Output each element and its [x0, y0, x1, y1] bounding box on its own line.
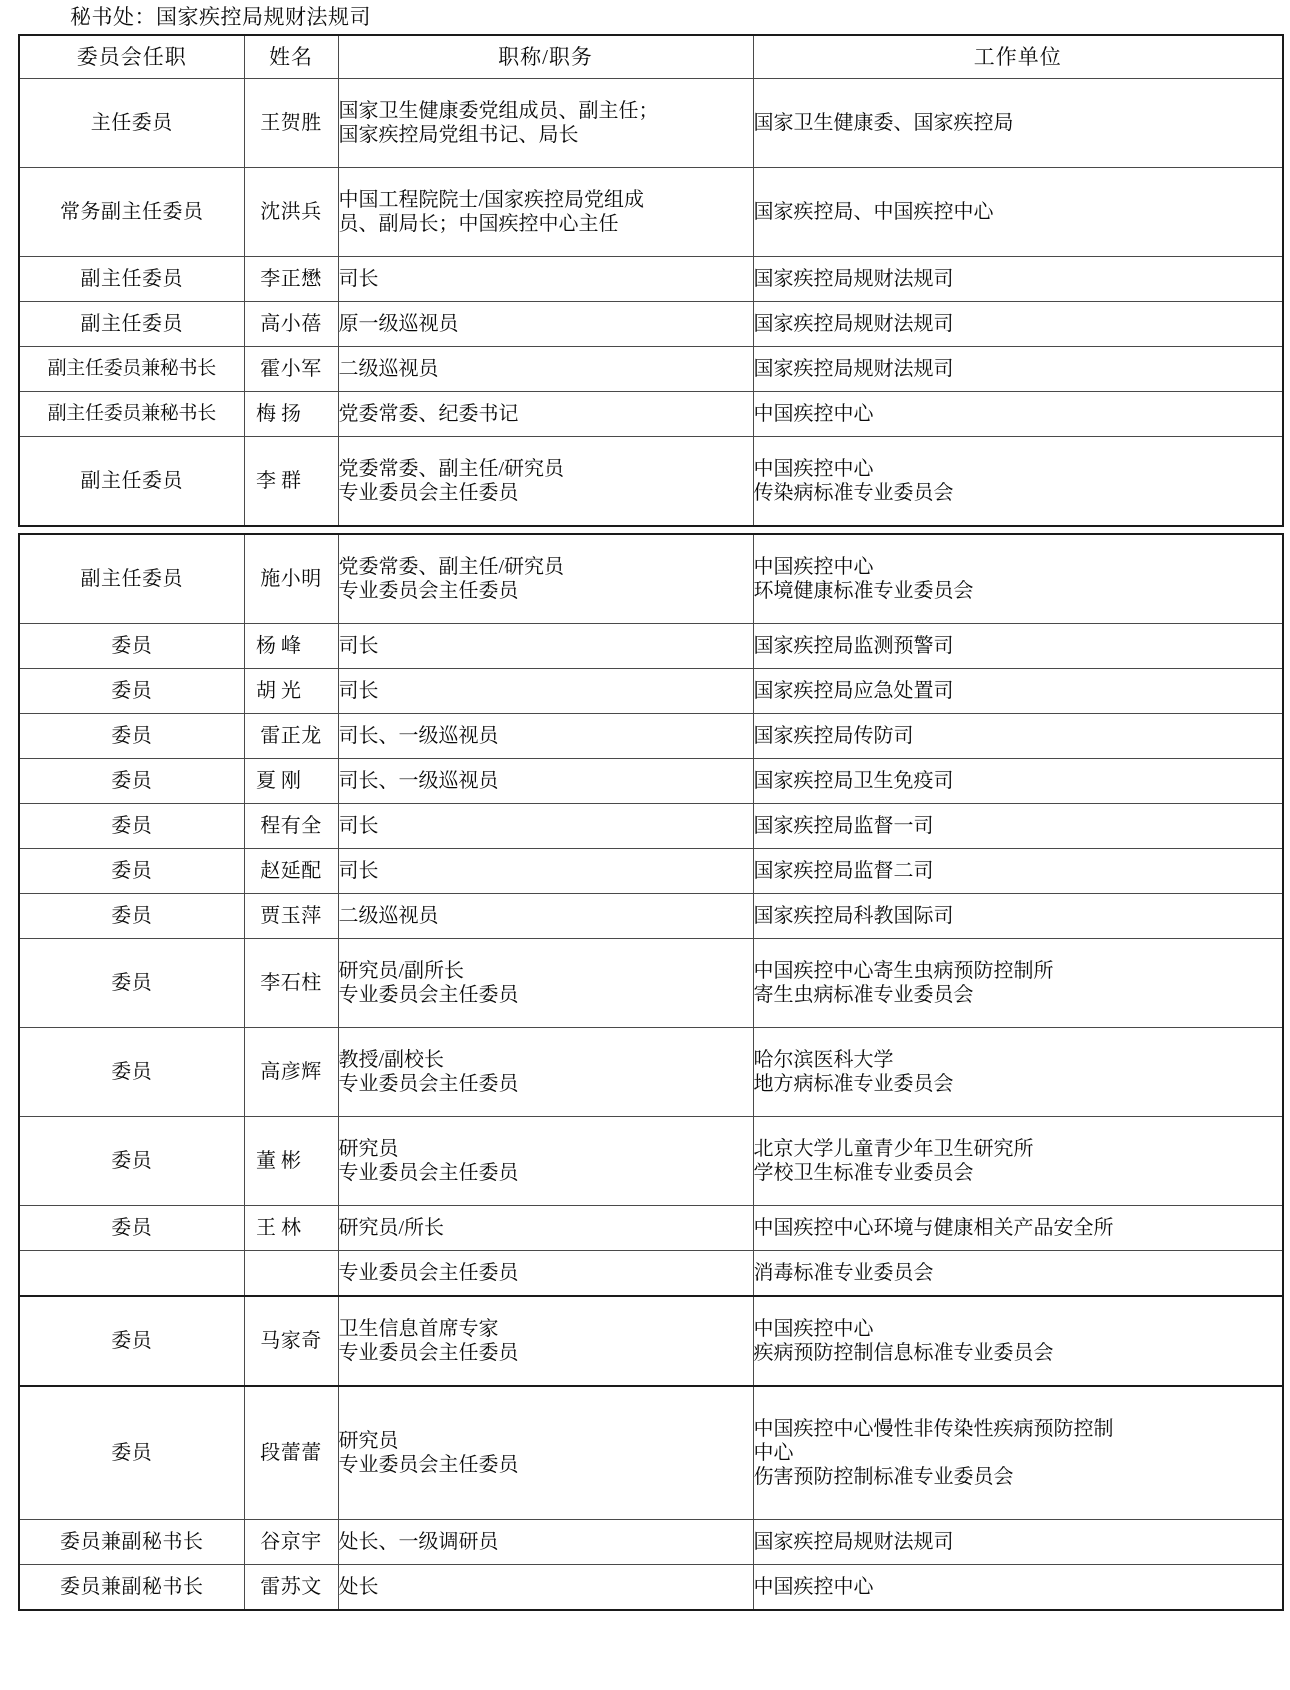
cell-role: 副主任委员兼秘书长: [19, 347, 244, 392]
cell-name: 赵延配: [244, 849, 338, 894]
cell-name: 贾玉萍: [244, 894, 338, 939]
cell-name: 施小明: [244, 534, 338, 624]
cell-org: 中国疾控中心 环境健康标准专业委员会: [753, 534, 1283, 624]
cell-name: 沈洪兵: [244, 168, 338, 257]
cell-role: 委员: [19, 1206, 244, 1251]
table-row: [19, 1386, 1283, 1520]
cell-role: 委员兼副秘书长: [19, 1565, 244, 1611]
cell-org: 中国疾控中心 疾病预防控制信息标准专业委员会: [753, 1296, 1283, 1386]
cell-role: 委员: [19, 624, 244, 669]
cell-role: 委员: [19, 714, 244, 759]
column-header-org: 工作单位: [753, 35, 1283, 79]
cell-title: 教授/副校长 专业委员会主任委员: [338, 1028, 753, 1117]
cell-title: 专业委员会主任委员: [338, 1251, 753, 1297]
table-row: [19, 437, 1283, 527]
table-row: [19, 1565, 1283, 1611]
cell-org: 国家疾控局监测预警司: [753, 624, 1283, 669]
cell-title: 研究员/副所长 专业委员会主任委员: [338, 939, 753, 1028]
cell-role: 委员: [19, 894, 244, 939]
cell-role: 委员: [19, 1386, 244, 1520]
table-row: [19, 1520, 1283, 1565]
cell-role: 副主任委员: [19, 437, 244, 527]
cell-title: 研究员 专业委员会主任委员: [338, 1386, 753, 1520]
table-row: [19, 257, 1283, 302]
cell-title: 研究员 专业委员会主任委员: [338, 1117, 753, 1206]
cell-title: 国家卫生健康委党组成员、副主任； 国家疾控局党组书记、局长: [338, 79, 753, 168]
column-header-title: 职称/职务: [338, 35, 753, 79]
cell-org: 国家疾控局应急处置司: [753, 669, 1283, 714]
cell-org: 中国疾控中心 传染病标准专业委员会: [753, 437, 1283, 527]
cell-role: 委员: [19, 849, 244, 894]
cell-org: 国家疾控局科教国际司: [753, 894, 1283, 939]
cell-org: 中国疾控中心: [753, 1565, 1283, 1611]
table-row: [19, 894, 1283, 939]
cell-name: 高小蓓: [244, 302, 338, 347]
cell-org: 中国疾控中心寄生虫病预防控制所 寄生虫病标准专业委员会: [753, 939, 1283, 1028]
table-row: [19, 804, 1283, 849]
cell-role: 副主任委员: [19, 257, 244, 302]
cell-title: 司长: [338, 257, 753, 302]
cell-org: 国家疾控局规财法规司: [753, 257, 1283, 302]
table-row: [19, 1117, 1283, 1206]
table-row: [19, 1028, 1283, 1117]
cell-title: 司长: [338, 669, 753, 714]
table-row: [19, 849, 1283, 894]
cell-org: 国家疾控局规财法规司: [753, 1520, 1283, 1565]
table-row: [19, 302, 1283, 347]
cell-org: 国家疾控局传防司: [753, 714, 1283, 759]
cell-org: 国家疾控局规财法规司: [753, 302, 1283, 347]
cell-name: 董 彬: [244, 1117, 338, 1206]
table-row-continuation: [19, 1251, 1283, 1297]
cell-title: 研究员/所长: [338, 1206, 753, 1251]
table-row: [19, 534, 1283, 624]
committee-roster-table-part2: [18, 533, 1284, 1611]
cell-title: 司长: [338, 849, 753, 894]
cell-org: 国家疾控局卫生免疫司: [753, 759, 1283, 804]
cell-org: 国家疾控局、中国疾控中心: [753, 168, 1283, 257]
cell-org: 国家疾控局监督二司: [753, 849, 1283, 894]
cell-title: 司长: [338, 624, 753, 669]
table-row: [19, 168, 1283, 257]
table-row: [19, 392, 1283, 437]
cell-role-empty: [19, 1251, 244, 1297]
cell-org: 北京大学儿童青少年卫生研究所 学校卫生标准专业委员会: [753, 1117, 1283, 1206]
cell-title: 原一级巡视员: [338, 302, 753, 347]
cell-name: 杨 峰: [244, 624, 338, 669]
cell-role: 委员: [19, 1296, 244, 1386]
cell-role: 委员: [19, 669, 244, 714]
table-body-part1: [19, 79, 1283, 527]
cell-name: 谷京宇: [244, 1520, 338, 1565]
cell-role: 委员: [19, 759, 244, 804]
cell-title: 中国工程院院士/国家疾控局党组成 员、副局长；中国疾控中心主任: [338, 168, 753, 257]
cell-role: 副主任委员: [19, 534, 244, 624]
committee-roster-table-part1: [18, 34, 1284, 527]
table-row: [19, 1206, 1283, 1251]
cell-role: 主任委员: [19, 79, 244, 168]
column-header-role: 委员会任职: [19, 35, 244, 79]
cell-title: 处长: [338, 1565, 753, 1611]
table-row: [19, 939, 1283, 1028]
cell-name: 雷正龙: [244, 714, 338, 759]
table-row: [19, 624, 1283, 669]
cell-name: 李正懋: [244, 257, 338, 302]
cell-name: 李石柱: [244, 939, 338, 1028]
cell-name-empty: [244, 1251, 338, 1297]
cell-name: 梅 扬: [244, 392, 338, 437]
cell-name: 段蕾蕾: [244, 1386, 338, 1520]
cell-org: 中国疾控中心: [753, 392, 1283, 437]
cell-org: 国家疾控局规财法规司: [753, 347, 1283, 392]
table-row: [19, 347, 1283, 392]
table-header: [19, 35, 1283, 79]
cell-role: 常务副主任委员: [19, 168, 244, 257]
cell-role: 副主任委员兼秘书长: [19, 392, 244, 437]
cell-role: 委员兼副秘书长: [19, 1520, 244, 1565]
cell-role: 委员: [19, 939, 244, 1028]
cell-org: 国家疾控局监督一司: [753, 804, 1283, 849]
cell-title: 司长: [338, 804, 753, 849]
cell-name: 胡 光: [244, 669, 338, 714]
cell-role: 副主任委员: [19, 302, 244, 347]
cell-title: 处长、一级调研员: [338, 1520, 753, 1565]
cell-name: 王贺胜: [244, 79, 338, 168]
cell-title: 党委常委、副主任/研究员 专业委员会主任委员: [338, 437, 753, 527]
table-row: [19, 79, 1283, 168]
cell-title: 党委常委、副主任/研究员 专业委员会主任委员: [338, 534, 753, 624]
cell-title: 二级巡视员: [338, 894, 753, 939]
table-row: [19, 669, 1283, 714]
cell-role: 委员: [19, 1028, 244, 1117]
cell-title: 卫生信息首席专家 专业委员会主任委员: [338, 1296, 753, 1386]
table-row: [19, 1296, 1283, 1386]
table-row: [19, 759, 1283, 804]
cell-org: 国家卫生健康委、国家疾控局: [753, 79, 1283, 168]
cell-name: 程有全: [244, 804, 338, 849]
column-header-name: 姓名: [244, 35, 338, 79]
cell-title: 司长、一级巡视员: [338, 714, 753, 759]
cell-title: 司长、一级巡视员: [338, 759, 753, 804]
cell-role: 委员: [19, 1117, 244, 1206]
cell-title: 党委常委、纪委书记: [338, 392, 753, 437]
secretariat-label: 秘书处：国家疾控局规财法规司: [70, 5, 371, 29]
cell-name: 雷苏文: [244, 1565, 338, 1611]
cell-name: 王 林: [244, 1206, 338, 1251]
cell-org: 中国疾控中心环境与健康相关产品安全所: [753, 1206, 1283, 1251]
table-row: [19, 714, 1283, 759]
cell-name: 霍小军: [244, 347, 338, 392]
cell-name: 李 群: [244, 437, 338, 527]
cell-org: 哈尔滨医科大学 地方病标准专业委员会: [753, 1028, 1283, 1117]
cell-org: 中国疾控中心慢性非传染性疾病预防控制 中心 伤害预防控制标准专业委员会: [753, 1386, 1283, 1520]
cell-name: 马家奇: [244, 1296, 338, 1386]
cell-org: 消毒标准专业委员会: [753, 1251, 1283, 1297]
cell-role: 委员: [19, 804, 244, 849]
table-body-part2: [19, 534, 1283, 1610]
cell-title: 二级巡视员: [338, 347, 753, 392]
cell-name: 高彦辉: [244, 1028, 338, 1117]
cell-name: 夏 刚: [244, 759, 338, 804]
